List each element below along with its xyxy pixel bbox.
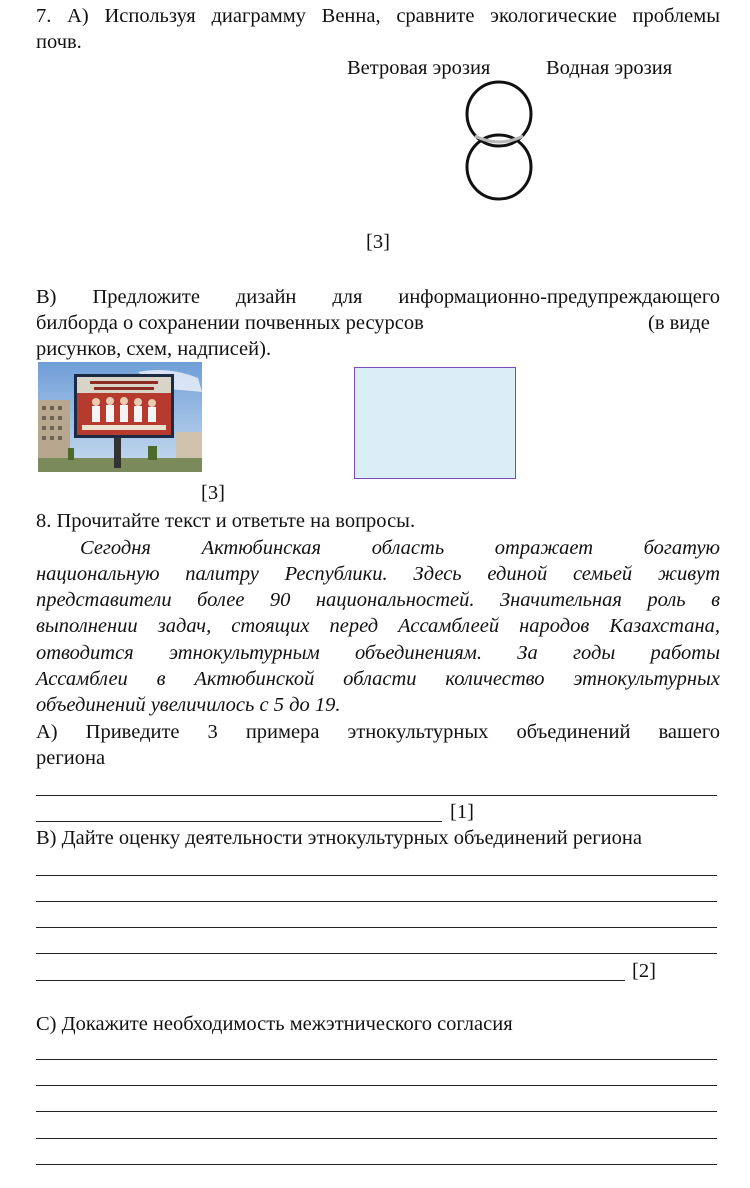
answer-line[interactable]	[36, 980, 625, 981]
venn-diagram	[460, 76, 540, 206]
answer-line[interactable]	[36, 1085, 717, 1086]
answer-line[interactable]	[36, 901, 717, 902]
venn-label-wind-erosion: Ветровая эрозия	[347, 57, 491, 79]
q8-passage-line1: Сегодня Актюбинская область отражает богатую	[80, 537, 720, 559]
answer-line[interactable]	[36, 1164, 717, 1165]
q7-score-b: [3]	[201, 482, 225, 504]
answer-line[interactable]	[36, 875, 717, 876]
q7-b-line3: рисунков, схем, надписей).	[36, 338, 272, 360]
q7-score-a: [3]	[366, 231, 390, 253]
q7-title-line2: почв.	[36, 31, 82, 53]
q8-passage-line2: национальную палитру Республики. Здесь единой семьей живут	[36, 563, 720, 585]
q8-passage-line6: Ассамблеи в Актюбинской области количество этнокультурных	[36, 668, 720, 690]
answer-line[interactable]	[36, 1111, 717, 1112]
venn-label-water-erosion: Водная эрозия	[546, 57, 673, 79]
q8-passage-line3: представители более 90 национальностей. Значительная роль в	[36, 589, 720, 611]
q7-title-line1: 7. А) Используя диаграмму Венна, сравните экологические проблемы	[36, 5, 720, 27]
q8-title: 8. Прочитайте текст и ответьте на вопросы.	[36, 510, 416, 532]
q8-passage-line4: выполнении задач, стоящих перед Ассамблеей народов Казахстана,	[36, 615, 720, 637]
q8-a-line1: А) Приведите 3 примера этнокультурных объединений вашего	[36, 721, 720, 743]
q8-a-score: [1]	[450, 801, 474, 823]
answer-line[interactable]	[36, 1138, 717, 1139]
answer-line[interactable]	[36, 1059, 717, 1060]
answer-line[interactable]	[36, 927, 717, 928]
q7-b-line2-left: билборда о сохранении почвенных ресурсов	[36, 312, 424, 334]
q8-c-question: С) Докажите необходимость межэтнического согласия	[36, 1013, 513, 1035]
answer-line[interactable]	[36, 953, 717, 954]
billboard-photo	[38, 362, 202, 472]
q7-b-line2-right: (в виде	[648, 312, 710, 334]
q8-b-question: В) Дайте оценку деятельности этнокультурных объединений региона	[36, 827, 642, 849]
q8-a-line2: региона	[36, 747, 106, 769]
q7-b-line1: В) Предложите дизайн для информационно-предупреждающего	[36, 286, 720, 308]
q8-passage-line7: объединений увеличилось с 5 до 19.	[36, 694, 341, 716]
billboard-design-box[interactable]	[354, 367, 516, 479]
answer-line[interactable]	[36, 795, 717, 796]
answer-line[interactable]	[36, 821, 442, 822]
q8-passage-line5: отводится этнокультурным объединениям. За годы работы	[36, 642, 720, 664]
q8-b-score: [2]	[632, 960, 656, 982]
